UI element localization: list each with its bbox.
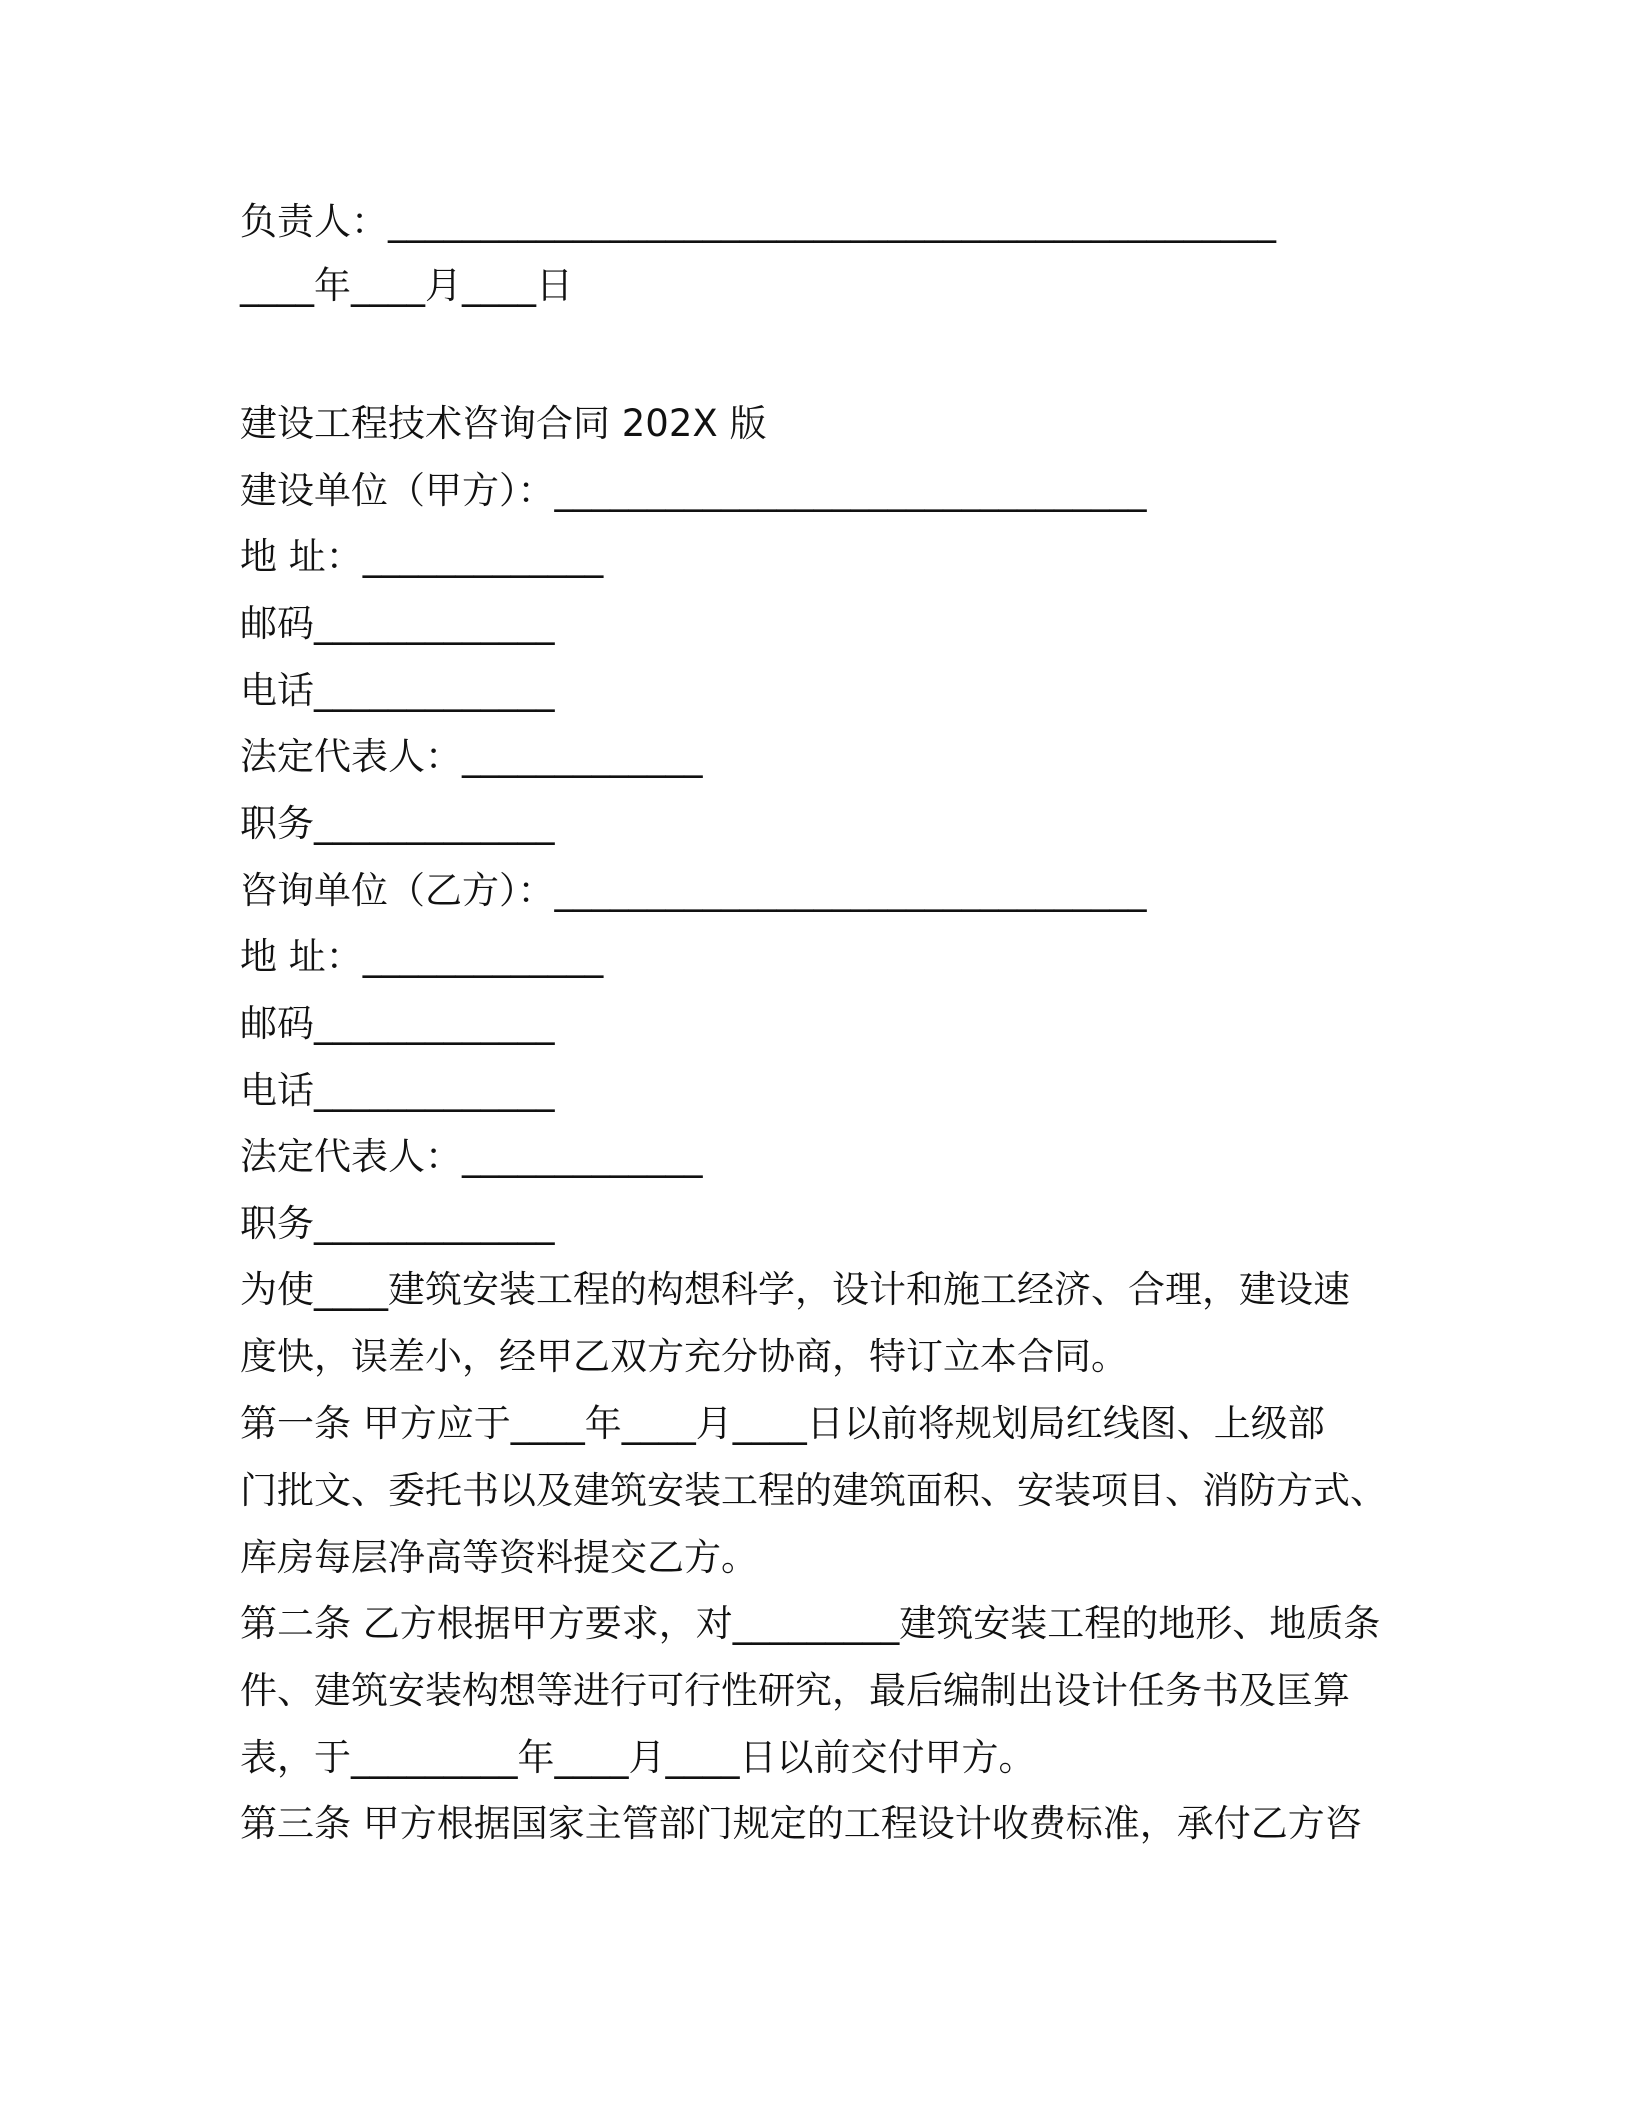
article-3-paragraph xyxy=(240,1790,1392,1857)
article-2-line-1: 第二条 乙方根据甲方要求，对_________建筑安装工程的地形、地质条 xyxy=(240,1602,1381,1645)
article-1-paragraph xyxy=(240,1390,1392,1591)
party-b-position: 职务_____________ xyxy=(240,1202,555,1245)
sign-date-line: ____年____月____日 xyxy=(240,264,573,307)
party-a-postcode: 邮码_____________ xyxy=(240,602,555,645)
party-b-postcode: 邮码_____________ xyxy=(240,1002,555,1045)
preamble-line-1: 为使____建筑安装工程的构想科学，设计和施工经济、合理，建设速 xyxy=(240,1268,1350,1311)
party-b-unit: 咨询单位（乙方）：________________________________ xyxy=(240,869,1147,912)
article-1-line-1: 第一条 甲方应于____年____月____日以前将规划局红线图、上级部 xyxy=(240,1402,1325,1445)
preamble-line-2: 度快，误差小，经甲乙双方充分协商，特订立本合同。 xyxy=(240,1335,1128,1378)
article-1-line-3: 库房每层净高等资料提交乙方。 xyxy=(240,1536,758,1579)
article-2-line-3: 表，于_________年____月____日以前交付甲方。 xyxy=(240,1736,1036,1779)
party-b-phone: 电话_____________ xyxy=(240,1069,555,1112)
article-1-line-2: 门批文、委托书以及建筑安装工程的建筑面积、安装项目、消防方式、 xyxy=(240,1469,1387,1512)
article-2-line-2: 件、建筑安装构想等进行可行性研究，最后编制出设计任务书及匡算 xyxy=(240,1669,1350,1712)
responsible-person-line: 负责人：________________________________________________ xyxy=(240,200,1276,243)
party-a-legal-rep: 法定代表人：_____________ xyxy=(240,735,703,778)
party-a-unit: 建设单位（甲方）：________________________________ xyxy=(240,469,1147,512)
party-a-position: 职务_____________ xyxy=(240,802,555,845)
contract-title: 建设工程技术咨询合同 202X 版 xyxy=(240,402,767,445)
party-a-phone: 电话_____________ xyxy=(240,669,555,712)
party-b-address: 地 址：_____________ xyxy=(240,935,604,978)
article-3-line-1: 第三条 甲方根据国家主管部门规定的工程设计收费标准，承付乙方咨 xyxy=(240,1802,1362,1845)
article-2-paragraph xyxy=(240,1590,1392,1791)
party-b-legal-rep: 法定代表人：_____________ xyxy=(240,1135,703,1178)
party-a-address: 地 址：_____________ xyxy=(240,535,604,578)
preamble-paragraph xyxy=(240,1256,1392,1390)
